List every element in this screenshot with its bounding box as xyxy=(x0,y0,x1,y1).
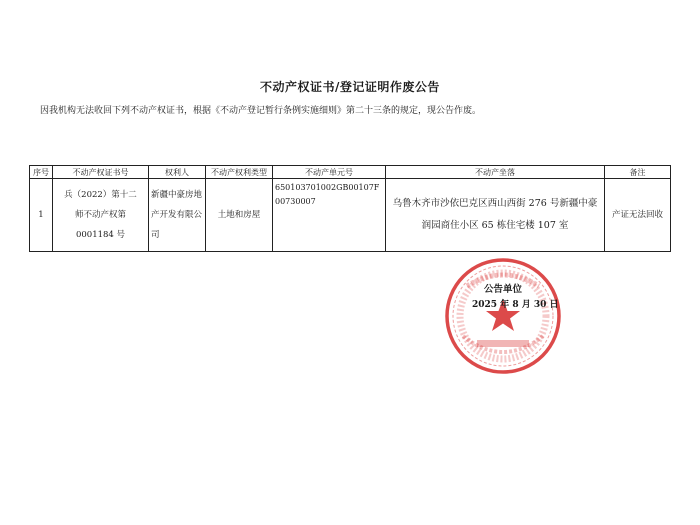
cert-no-line-2: 师不动产权第 xyxy=(74,210,126,220)
cert-no-line-1: 兵（2022）第十二 xyxy=(64,190,137,200)
column-header-cert-no: 不动产权证书号 xyxy=(53,166,149,179)
table-header-row xyxy=(30,166,671,179)
column-header-holder: 权利人 xyxy=(149,166,206,179)
notice-table xyxy=(29,165,671,252)
issue-date: 2025 年 8 月 30 日 xyxy=(472,300,559,310)
page-title: 不动产权证书/登记证明作废公告 xyxy=(260,80,440,94)
cell-cert-no xyxy=(53,179,149,252)
cell-index: 1 xyxy=(30,179,53,252)
cell-remark: 产证无法回收 xyxy=(605,179,671,252)
column-header-right-type: 不动产权利类型 xyxy=(206,166,273,179)
cell-right-type: 土地和房屋 xyxy=(206,179,273,252)
intro-paragraph: 因我机构无法收回下列不动产权证书，根据《不动产登记暂行条例实施细则》第二十三条的规定，现公告作废。 xyxy=(40,106,482,116)
column-header-remark: 备注 xyxy=(605,166,671,179)
column-header-unit-no: 不动产单元号 xyxy=(273,166,386,179)
issuer-label: 公告单位 xyxy=(484,284,523,295)
column-header-index: 序号 xyxy=(30,166,53,179)
official-seal xyxy=(443,256,563,376)
cert-no-line-3: 0001184 号 xyxy=(75,230,126,240)
cell-holder: 新疆中豪房地产开发有限公司 xyxy=(149,179,206,252)
cell-unit-no: 650103701002GB00107F00730007 xyxy=(273,179,386,252)
column-header-location: 不动产坐落 xyxy=(386,166,605,179)
cell-location: 乌鲁木齐市沙依巴克区西山西街 276 号新疆中豪润园商住小区 65 栋住宅楼 107 室 xyxy=(386,179,605,252)
seal-stamp-icon xyxy=(443,256,563,376)
table-row xyxy=(30,179,671,252)
